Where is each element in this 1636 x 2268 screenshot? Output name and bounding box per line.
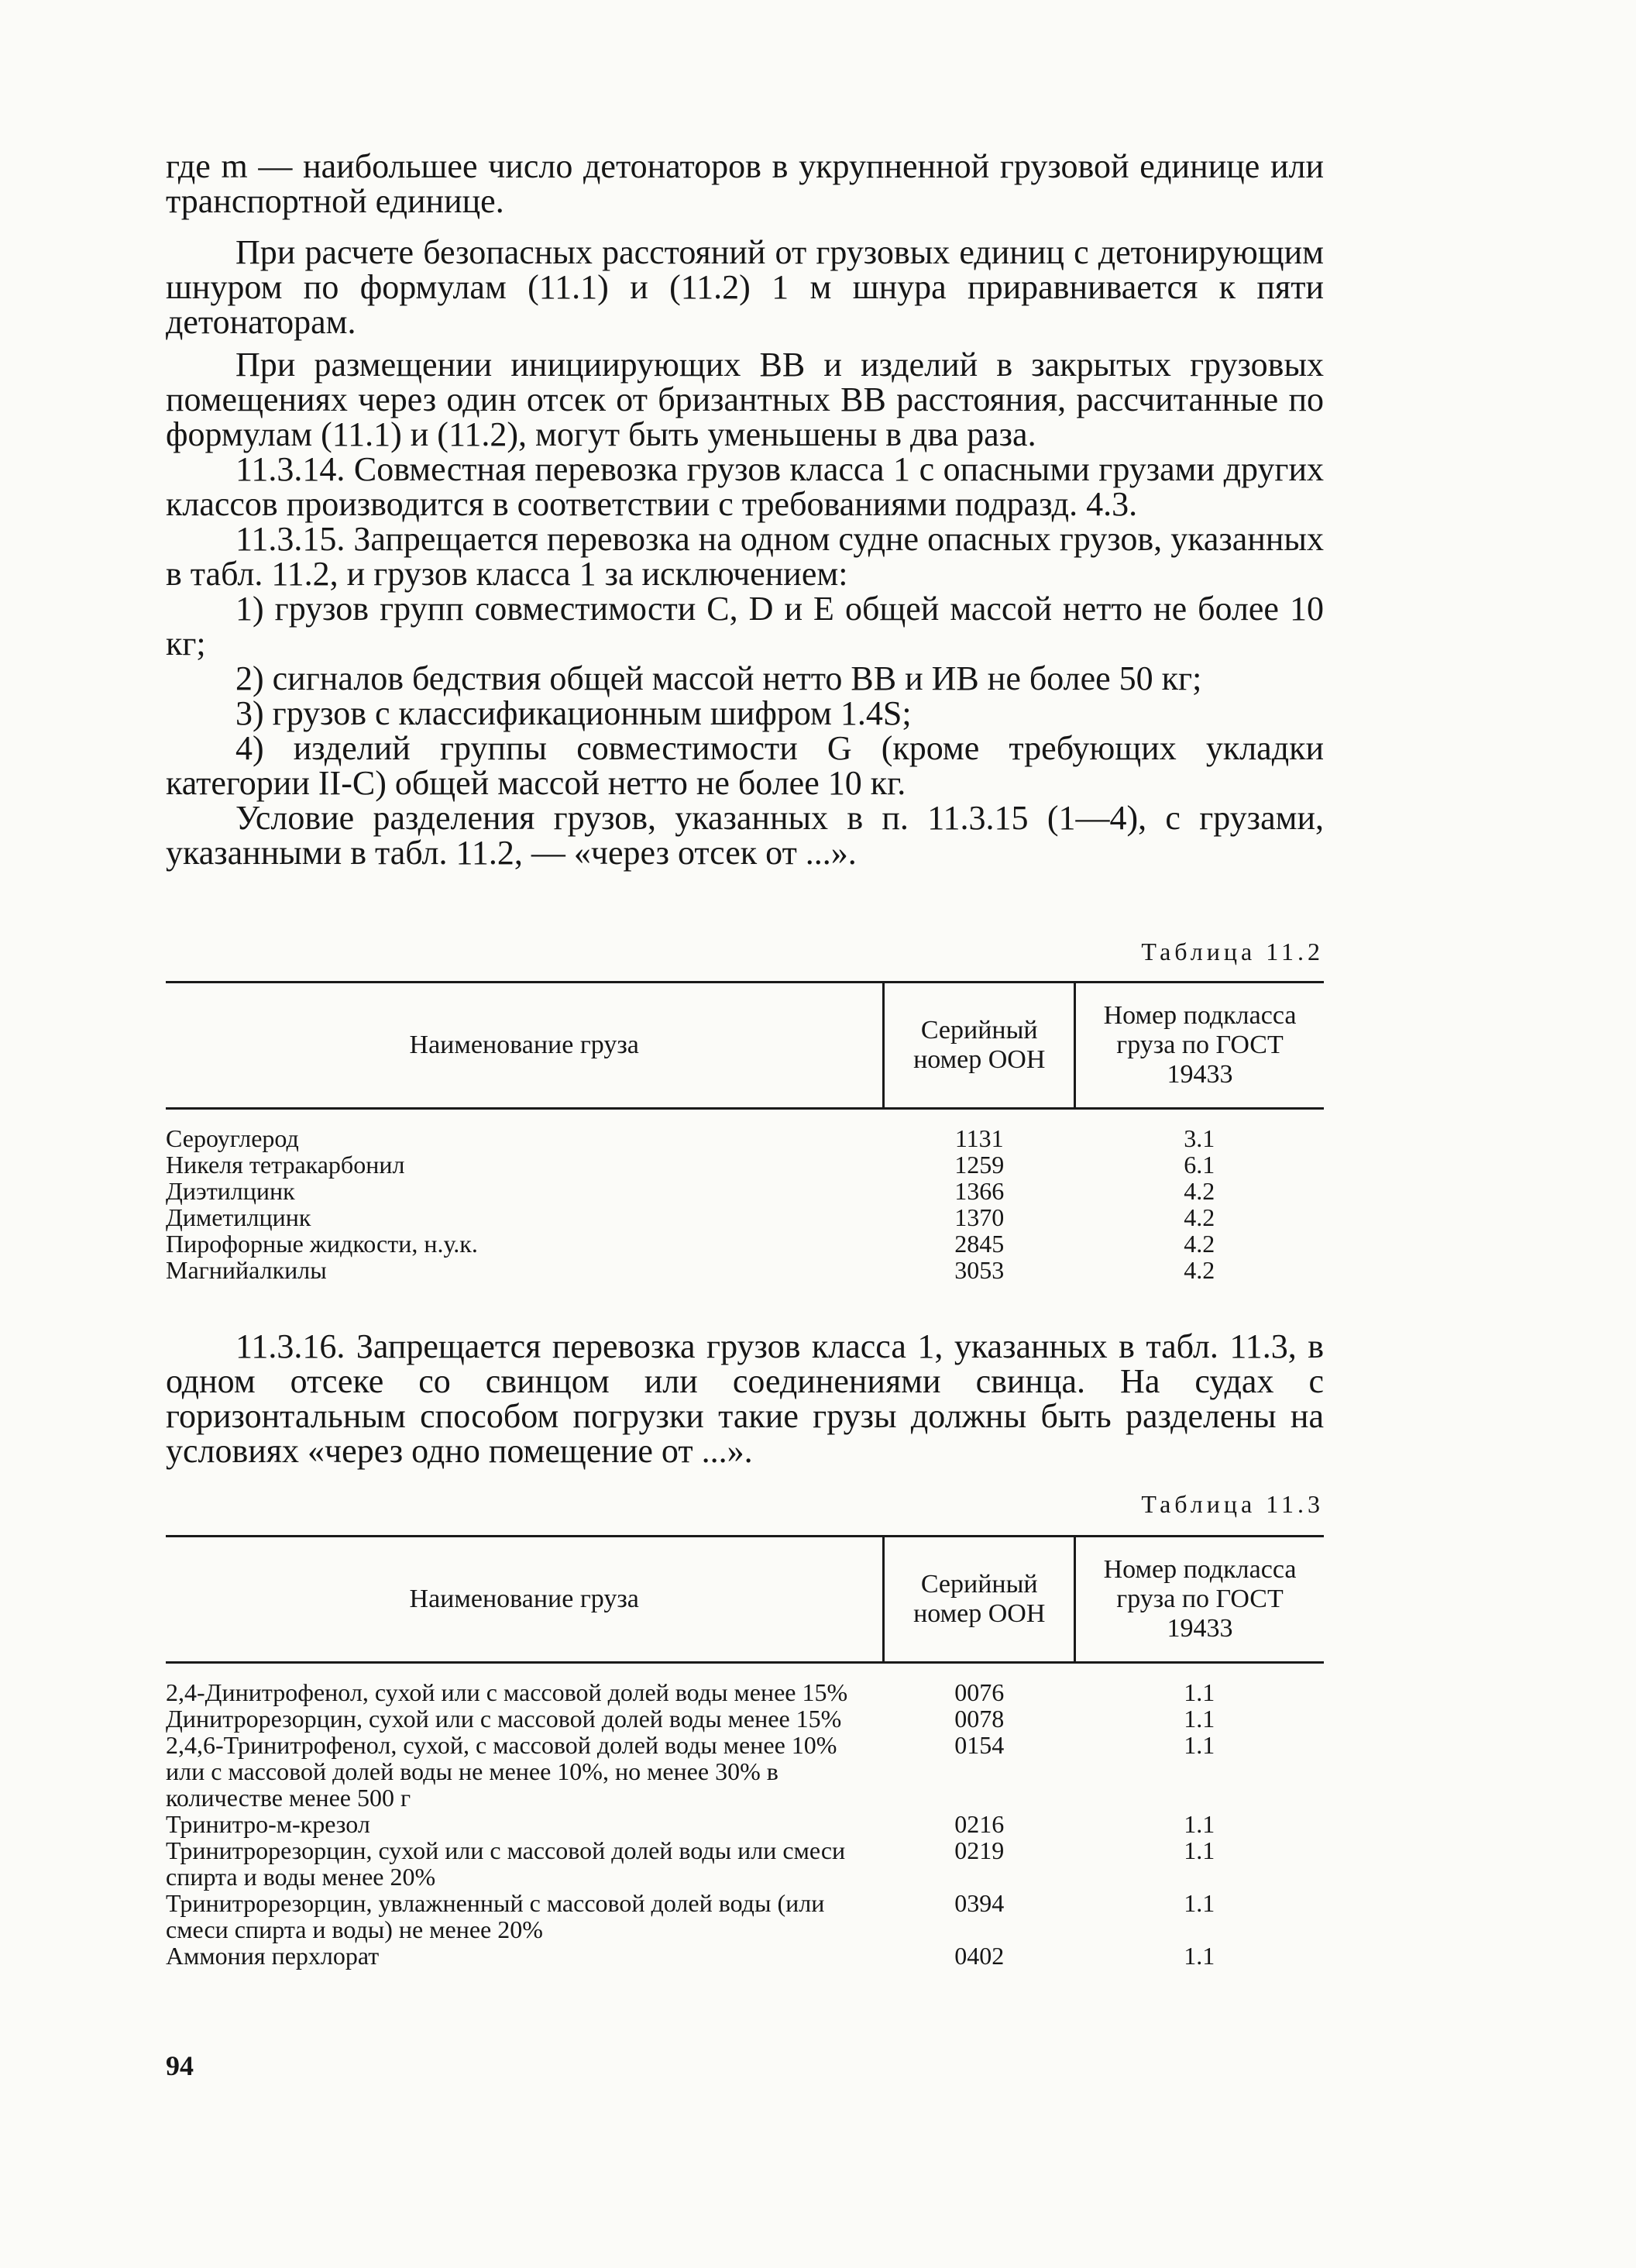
cell-name: Динитрорезорцин, сухой или с массовой долей воды менее 15% (166, 1705, 842, 1733)
cell-name: Сероуглерод (166, 1124, 299, 1152)
table-caption: Таблица 11.3 (1141, 1490, 1324, 1518)
page-number: 94 (166, 2050, 194, 2081)
table-header-row (166, 983, 1324, 1109)
header-un-number: Серийный номер ООН (884, 983, 1075, 1109)
list-item-4: 4) изделий группы совместимости G (кроме требующих укладки категории II-C) общей массой нетто не более 10 кг. (166, 729, 1324, 802)
paragraph-7: 11.3.16. Запрещается перевозка грузов класса 1, указанных в табл. 11.3, в одном отсеке со свинцом или соединениями свинца. На судах с горизонтальным способом погрузки такие грузы должны быть разделены на условиях «через одно помещение от ...». (166, 1327, 1324, 1470)
cell-un: 0154 (954, 1731, 1005, 1759)
cell-un: 3053 (954, 1256, 1005, 1284)
table-row (166, 1705, 1324, 1732)
cell-un: 0216 (954, 1810, 1005, 1838)
cell-subclass: 4.2 (1184, 1230, 1215, 1258)
table-row (166, 1732, 1324, 1811)
cell-name: Аммония перхлорат (166, 1942, 380, 1970)
cell-un: 0394 (954, 1889, 1005, 1917)
cell-subclass: 1.1 (1184, 1836, 1215, 1864)
cell-subclass: 1.1 (1184, 1678, 1215, 1706)
table-caption: Таблица 11.2 (1141, 938, 1324, 965)
cell-un: 1131 (954, 1124, 1004, 1152)
cell-un: 1259 (954, 1151, 1005, 1179)
top-text (166, 149, 1324, 870)
cell-un: 0078 (954, 1705, 1005, 1733)
cell-name: Тринитро-м-крезол (166, 1810, 370, 1838)
cell-un: 0076 (954, 1678, 1005, 1706)
table-11-3 (166, 1490, 1324, 1969)
cell-name: Магнийалкилы (166, 1256, 327, 1284)
cell-name: 2,4,6-Тринитрофенол, сухой, с массовой долей воды менее 10% или с массовой долей воды не менее 10%, но менее 30% в количестве менее 500 г (166, 1731, 837, 1812)
paragraph-3: При размещении инициирующих ВВ и изделий в закрытых грузовых помещениях через один отсек от бризантных ВВ расстояния, рассчитанные по формулам (11.1) и (11.2), могут быть уменьшены в два раза. (166, 346, 1324, 453)
header-cargo-name: Наименование груза (409, 1585, 639, 1613)
header-subclass: Номер подкласса груза по ГОСТ 19433 (1075, 1537, 1324, 1663)
cell-name: Никеля тетракарбонил (166, 1151, 405, 1179)
header-un-number: Серийный номер ООН (884, 1537, 1075, 1663)
table-row (166, 1679, 1324, 1705)
cell-name: Тринитрорезорцин, увлажненный с массовой долей воды (или смеси спирта и воды) не менее 20% (166, 1889, 825, 1943)
cell-subclass: 1.1 (1184, 1942, 1215, 1970)
mid-text (166, 1329, 1324, 1468)
header-subclass: Номер подкласса груза по ГОСТ 19433 (1075, 983, 1324, 1109)
cell-un: 1366 (954, 1177, 1005, 1205)
paragraph-2: При расчете безопасных расстояний от грузовых единиц с детонирующим шнуром по формулам (11.1) и (11.2) 1 м шнура приравнивается к пяти детонаторам. (166, 233, 1324, 341)
table-header-row (166, 1537, 1324, 1663)
list-item-3: 3) грузов с классификационным шифром 1.4S; (235, 694, 912, 732)
table-row (166, 1151, 1324, 1178)
header-cargo-name: Наименование груза (409, 1031, 639, 1059)
cell-name: 2,4-Динитрофенол, сухой или с массовой долей воды менее 15% (166, 1678, 848, 1706)
table-row (166, 1837, 1324, 1890)
table-row (166, 1811, 1324, 1837)
table-row (166, 1204, 1324, 1230)
cell-subclass: 6.1 (1184, 1151, 1215, 1179)
paragraph-5: 11.3.15. Запрещается перевозка на одном судне опасных грузов, указанных в табл. 11.2, и грузов класса 1 за исключением: (166, 520, 1324, 593)
cell-subclass: 1.1 (1184, 1705, 1215, 1733)
cell-subclass: 4.2 (1184, 1256, 1215, 1284)
table-row (166, 1230, 1324, 1257)
cell-un: 2845 (954, 1230, 1005, 1258)
cell-subclass: 4.2 (1184, 1203, 1215, 1231)
cell-un: 0219 (954, 1836, 1005, 1864)
table-11-3-grid (166, 1535, 1324, 1969)
table-row (166, 1257, 1324, 1283)
paragraph-1: где m — наибольшее число детонаторов в укрупненной грузовой единице или транспортной единице. (166, 147, 1324, 220)
table-row (166, 1890, 1324, 1943)
list-item-1: 1) грузов групп совместимости C, D и E общей массой нетто не более 10 кг; (166, 590, 1324, 663)
table-11-2-grid (166, 981, 1324, 1283)
cell-un: 1370 (954, 1203, 1005, 1231)
cell-subclass: 4.2 (1184, 1177, 1215, 1205)
cell-subclass: 1.1 (1184, 1889, 1215, 1917)
paragraph-6: Условие разделения грузов, указанных в п. 11.3.15 (1—4), с грузами, указанными в табл. 11.2, — «через отсек от ...». (166, 799, 1324, 872)
cell-name: Диметилцинк (166, 1203, 311, 1231)
cell-name: Тринитрорезорцин, сухой или с массовой долей воды или смеси спирта и воды менее 20% (166, 1836, 846, 1891)
cell-subclass: 1.1 (1184, 1810, 1215, 1838)
cell-name: Диэтилцинк (166, 1177, 295, 1205)
table-row (166, 1943, 1324, 1969)
table-row (166, 1178, 1324, 1204)
paragraph-4: 11.3.14. Совместная перевозка грузов класса 1 с опасными грузами других классов производится в соответствии с требованиями подразд. 4.3. (166, 450, 1324, 523)
list-item-2: 2) сигналов бедствия общей массой нетто ВВ и ИВ не более 50 кг; (235, 659, 1202, 697)
cell-subclass: 1.1 (1184, 1731, 1215, 1759)
table-row (166, 1125, 1324, 1151)
table-11-2 (166, 938, 1324, 1283)
cell-name: Пирофорные жидкости, н.у.к. (166, 1230, 478, 1258)
cell-un: 0402 (954, 1942, 1005, 1970)
cell-subclass: 3.1 (1184, 1124, 1215, 1152)
